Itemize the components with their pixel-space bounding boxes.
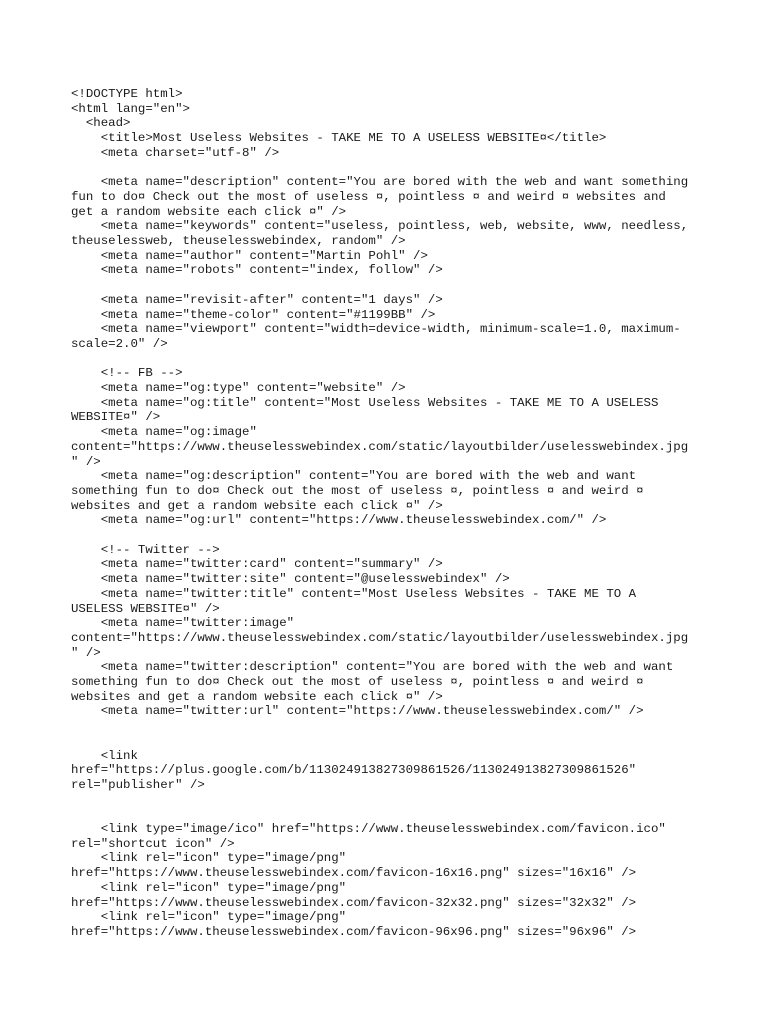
code-line: fun to do¤ Check out the most of useless ¤, pointless ¤ and weird ¤ websites and [71, 189, 666, 204]
code-line [71, 793, 711, 808]
code-line: <meta name="og:url" content="https://www.theuselesswebindex.com/" /> [71, 513, 607, 528]
code-line [71, 352, 711, 367]
document-page [71, 87, 711, 940]
code-line [71, 807, 711, 822]
code-line: <meta name="theme-color" content="#1199BB" /> [71, 307, 436, 322]
code-line: href="https://www.theuselesswebindex.com/favicon-96x96.png" sizes="96x96" /> [71, 924, 637, 939]
code-line: something fun to do¤ Check out the most of useless ¤, pointless ¤ and weird ¤ [71, 675, 644, 690]
code-line [71, 278, 711, 293]
code-line [71, 719, 711, 734]
code-line: <link rel="icon" type="image/png" [71, 851, 347, 866]
code-line: <meta name="twitter:url" content="https://www.theuselesswebindex.com/" /> [71, 704, 644, 719]
code-line [71, 734, 711, 749]
code-line: WEBSITE¤" /> [71, 410, 161, 425]
code-line: <link type="image/ico" href="https://www.theuselesswebindex.com/favicon.ico" [71, 822, 666, 837]
code-line: href="https://www.theuselesswebindex.com/favicon-32x32.png" sizes="32x32" /> [71, 895, 637, 910]
code-line: content="https://www.theuselesswebindex.com/static/layoutbilder/uselesswebindex.jpg [71, 439, 689, 454]
code-line: <link rel="icon" type="image/png" [71, 880, 347, 895]
code-line: <title>Most Useless Websites - TAKE ME TO A USELESS WEBSITE¤</title> [71, 131, 607, 146]
code-line: something fun to do¤ Check out the most of useless ¤, pointless ¤ and weird ¤ [71, 483, 644, 498]
code-line: <meta name="viewport" content="width=device-width, minimum-scale=1.0, maximum- [71, 322, 681, 337]
code-line: get a random website each click ¤" /> [71, 204, 347, 219]
source-code-block [71, 87, 711, 940]
code-line: websites and get a random website each click ¤" /> [71, 498, 443, 513]
code-line: <meta charset="utf-8" /> [71, 145, 280, 160]
code-line: <meta name="twitter:image" [71, 616, 295, 631]
code-line: <meta name="twitter:description" content="You are bored with the web and want [71, 660, 674, 675]
code-line: <meta name="og:title" content="Most Useless Websites - TAKE ME TO A USELESS [71, 395, 659, 410]
code-line: <head> [71, 116, 131, 131]
code-line: href="https://www.theuselesswebindex.com/favicon-16x16.png" sizes="16x16" /> [71, 866, 637, 881]
code-line [71, 528, 711, 543]
code-line: <meta name="og:type" content="website" /> [71, 381, 406, 396]
code-line: <!DOCTYPE html> [71, 87, 183, 101]
code-line: <meta name="description" content="You are bored with the web and want something [71, 175, 689, 190]
code-line: <link rel="icon" type="image/png" [71, 910, 347, 925]
code-line: <meta name="og:description" content="You are bored with the web and want [71, 469, 637, 484]
code-line: <meta name="robots" content="index, follow" /> [71, 263, 443, 278]
code-line [71, 161, 711, 176]
code-line: <html lang="en"> [71, 101, 190, 116]
code-line: <meta name="og:image" [71, 425, 257, 440]
code-line: href="https://plus.google.com/b/113024913827309861526/113024913827309861526" [71, 763, 637, 778]
code-line: rel="publisher" /> [71, 777, 205, 792]
code-line: <meta name="twitter:card" content="summary" /> [71, 557, 443, 572]
code-line: " /> [71, 645, 101, 660]
code-line: <!-- Twitter --> [71, 542, 220, 557]
code-line: USELESS WEBSITE¤" /> [71, 601, 220, 616]
code-line: <meta name="twitter:site" content="@uselesswebindex" /> [71, 572, 510, 587]
code-line: " /> [71, 454, 101, 469]
code-line: rel="shortcut icon" /> [71, 836, 235, 851]
code-line: <!-- FB --> [71, 366, 183, 381]
code-line: content="https://www.theuselesswebindex.com/static/layoutbilder/uselesswebindex.jpg [71, 630, 689, 645]
code-line: scale=2.0" /> [71, 336, 168, 351]
code-line: <meta name="author" content="Martin Pohl" /> [71, 248, 428, 263]
code-line: theuselessweb, theuselesswebindex, random" /> [71, 234, 406, 249]
code-line: websites and get a random website each click ¤" /> [71, 689, 443, 704]
code-line: <link [71, 748, 138, 763]
code-line: <meta name="keywords" content="useless, pointless, web, website, www, needless, [71, 219, 689, 234]
code-line: <meta name="revisit-after" content="1 days" /> [71, 292, 443, 307]
code-line: <meta name="twitter:title" content="Most Useless Websites - TAKE ME TO A [71, 586, 637, 601]
